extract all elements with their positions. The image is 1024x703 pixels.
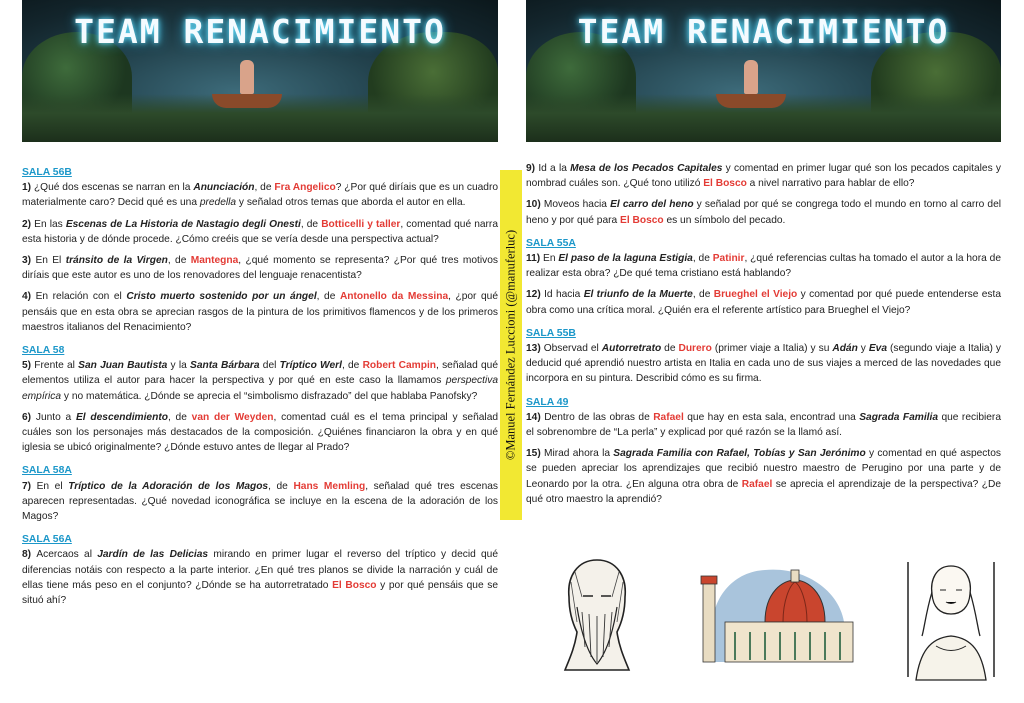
artist-name: van der Weyden [191, 411, 274, 423]
question-text: , señalad qué elementos utiliza el autor para hacer la perspectiva y por qué en este caso la llamamos [22, 360, 498, 387]
question-text: En relación con el [35, 291, 127, 303]
question-text: y la [167, 360, 191, 372]
question-text: , señalad qué tres escenas aparecen representadas. ¿Qué novedad iconográfica se incluye en la escena de la adoración de los Magos? [22, 480, 499, 523]
question-text: y [857, 343, 869, 355]
banner-title: TEAM RENACIMIENTO [74, 12, 446, 51]
question-number: 6) [22, 411, 36, 423]
question-text: , de [254, 182, 275, 194]
question-text: de [661, 343, 679, 355]
artist-name: Antonello da Messina [339, 291, 449, 303]
question-text: Acercaos al [36, 549, 98, 561]
question-number: 13) [526, 343, 544, 355]
question-text: y comentad por qué puede entenderse esta obra como una crítica moral. ¿Quién era el referente artístico para Brueghel el Viejo? [526, 289, 1001, 316]
artist-name: Durero [678, 343, 712, 355]
artwork-title: tránsito de la Virgen [65, 255, 168, 267]
left-content [22, 165, 498, 614]
question-number: 14) [526, 411, 545, 423]
question-number: 1) [22, 182, 34, 194]
question-text: ? ¿Por qué diríais que es un cuadro materialmente caro? Decid qué es una [22, 182, 499, 209]
artwork-title: San Juan Bautista [78, 360, 168, 372]
artist-name: Rafael [741, 478, 773, 490]
question-text: que recibiera el sobrenombre de “La perla” y explicad por qué razón se la llamó así. [526, 411, 1001, 439]
question-text: Junto a [35, 411, 76, 423]
question-text: , de [300, 218, 322, 230]
question-text: que hay en esta sala, encontrad una [683, 411, 860, 423]
question-number: 12) [526, 289, 545, 301]
banner-left [22, 0, 498, 142]
right-content [526, 161, 1001, 513]
leonardo-portrait-illustration [547, 552, 647, 672]
question-text: En el [36, 480, 69, 492]
question-text: , de [167, 255, 191, 267]
question-text: es un símbolo del pecado. [663, 214, 786, 226]
question-number: 10) [526, 199, 544, 211]
section-heading: SALA 55A [526, 237, 576, 249]
section-heading: SALA 56A [22, 534, 72, 546]
question-text: , ¿qué momento se representa? ¿Por qué tres motivos diríais que este autor es uno de los renovadores del lenguaje renacentista? [22, 255, 499, 282]
figure-illustration [744, 60, 758, 94]
question-paragraph [526, 341, 1001, 387]
credit-text: ©Manuel Fernández Luccioni (@manuferluc) [503, 229, 518, 461]
artwork-title: Adán [832, 343, 858, 355]
artist-name: Botticelli y taller [321, 218, 401, 230]
question-text: , de [341, 360, 363, 372]
artist-name: Rafael [653, 411, 684, 423]
question-text: y comentad en qué aspectos se pueden apreciar los aprendizajes que recibió nuestro maestro de Perugino por una parte y de Leonardo por la otra. ¿En alguna otra obra de [526, 448, 1001, 490]
question-number: 11) [526, 253, 544, 265]
question-number: 7) [22, 480, 37, 492]
question-text: mirando en primer lugar el reverso del tríptico y decid qué diferencias notáis con respecto a la parte interior. ¿En qué tres planos se divide la narración y cuál de ellas tiene más peso en el conjunto? ¿Dónde se ha autorretratado [22, 549, 499, 591]
question-number: 2) [22, 218, 35, 230]
question-text: ¿Qué dos escenas se narran en la [33, 182, 194, 194]
question-text: y no matemática. ¿Dónde se aprecia el “simbolismo disfrazado” del que hablaba Panofsky? [61, 390, 478, 402]
left-page [22, 0, 498, 703]
artwork-title: Autorretrato [601, 343, 662, 355]
question-paragraph [526, 287, 1001, 317]
artwork-title: El paso de la laguna Estigia [558, 253, 693, 265]
question-text: Id a la [538, 163, 571, 174]
question-paragraph [526, 446, 1001, 507]
artist-name: Mantegna [190, 255, 239, 267]
question-text: Id hacia [544, 289, 584, 301]
question-paragraph [22, 410, 498, 456]
artwork-title: El descendimiento [75, 411, 168, 423]
question-text: , comentad qué narra esta historia y de dónde procede. ¿Cómo creéis que se vería desde una perspectiva actual? [22, 218, 498, 245]
artwork-title: Escenas de La Historia de Nastagio degli Onesti [65, 218, 301, 230]
question-paragraph [526, 197, 1001, 227]
question-text: En [543, 253, 559, 265]
section-heading: SALA 55B [526, 327, 576, 339]
artwork-title: Tríptico de la Adoración de los Magos [68, 480, 269, 492]
banner-title: TEAM RENACIMIENTO [577, 12, 950, 51]
question-number: 5) [22, 360, 35, 372]
question-paragraph [22, 358, 498, 404]
question-text: , de [316, 291, 340, 303]
boat-illustration [716, 94, 786, 108]
question-number: 3) [22, 255, 36, 267]
question-text: y señalad otros temas que aborda el autor en ella. [236, 197, 466, 209]
question-paragraph [22, 479, 498, 525]
artist-name: El Bosco [620, 214, 664, 226]
figure-illustration [240, 60, 254, 94]
artwork-title: Sagrada Familia [859, 411, 939, 423]
question-text: , de [268, 480, 294, 492]
question-text: En El [35, 255, 66, 267]
question-text: (primer viaje a Italia) y su [711, 343, 833, 355]
artist-name: El Bosco [332, 579, 377, 591]
italic-term: perspectiva empírica [22, 375, 498, 402]
question-text: , ¿por qué pensáis que en esta obra se aprecian rasgos de la pintura de los primitivos flamencos y de los primeros maestros italianos del Renacimiento? [22, 291, 498, 333]
question-number: 9) [526, 163, 539, 174]
section-heading: SALA 49 [526, 396, 569, 408]
artist-name: Brueghel el Viejo [713, 289, 798, 301]
question-number: 8) [22, 549, 37, 561]
question-text: , comentad cuál es el tema principal y señalad cuáles son los personajes más destacados de la composición. ¿Quiénes financiaron la obra y en qué iglesia se ubicó originalmente? ¿Dónde estuvo antes de llegar al Prado? [22, 411, 499, 454]
question-text: , de [167, 411, 192, 423]
florence-cathedral-illustration [695, 552, 855, 670]
question-text: (segundo viaje a Italia) y deducid qué aprendió nuestro artista en Italia en cada uno de sus viajes a merced de las novedades que incorpora en su pintura. Describid cómo es su firma. [526, 343, 1001, 385]
question-text: Dentro de las obras de [544, 411, 654, 423]
section-heading: SALA 58A [22, 465, 72, 477]
question-paragraph [22, 253, 498, 283]
question-number: 4) [22, 291, 36, 303]
question-text: y por qué pensáis que se situó ahí? [22, 579, 499, 607]
question-paragraph [22, 547, 498, 608]
artist-name: Fra Angelico [274, 182, 336, 194]
artwork-title: El carro del heno [610, 199, 694, 211]
artist-name: Robert Campin [362, 360, 436, 372]
question-paragraph [526, 410, 1001, 440]
question-paragraph [526, 161, 1001, 191]
banner-right [526, 0, 1001, 142]
credit-bar [500, 170, 522, 520]
artwork-title: Santa Bárbara [190, 360, 260, 372]
question-text: a nivel narrativo para hablar de ello? [746, 178, 915, 190]
artist-name: Patinir [712, 253, 745, 265]
question-text: Mirad ahora la [544, 448, 614, 460]
raphael-portrait-illustration [896, 552, 1006, 682]
question-paragraph [22, 180, 498, 210]
artwork-title: El triunfo de la Muerte [583, 289, 693, 301]
italic-term: predella [199, 197, 237, 209]
question-paragraph [526, 251, 1001, 281]
artist-name: Hans Memling [293, 480, 366, 492]
question-text: y señalad por qué se congrega todo el mundo en torno al carro del heno y por qué para [526, 199, 1002, 226]
question-text: Observad el [543, 343, 602, 355]
artwork-title: Mesa de los Pecados Capitales [570, 163, 723, 174]
question-text: del [259, 360, 280, 372]
question-paragraph [22, 289, 498, 335]
question-text: , de [692, 253, 713, 265]
question-text: , ¿qué referencias cultas ha tomado el autor a la hora de realizar esta obra? ¿De qué tema cristiano está hablando? [526, 253, 1001, 280]
artwork-title: Jardín de las Delicias [97, 549, 209, 561]
artwork-title: Sagrada Familia con Rafael, Tobías y San Jerónimo [613, 448, 866, 460]
artwork-title: Anunciación [193, 182, 255, 194]
artwork-title: Cristo muerto sostenido por un ángel [126, 291, 317, 303]
section-heading: SALA 56B [22, 167, 72, 178]
artist-name: El Bosco [703, 178, 747, 190]
question-text: , de [692, 289, 714, 301]
question-paragraph [22, 217, 498, 247]
question-text: se aprecia el aprendizaje de la perspectiva? ¿De qué otro maestro la aprendió? [526, 478, 1001, 505]
question-number: 15) [526, 448, 544, 460]
question-text: Moveos hacia [543, 199, 611, 211]
question-text: y comentad en primer lugar qué son los pecados capitales y nombrad cuáles son. ¿Qué tono utilizó [526, 163, 1002, 190]
boat-illustration [212, 94, 282, 108]
question-text: Frente al [34, 360, 79, 372]
artwork-title: Tríptico Werl [279, 360, 342, 372]
question-text: En las [34, 218, 66, 230]
artwork-title: Eva [868, 343, 887, 355]
section-heading: SALA 58 [22, 345, 65, 357]
